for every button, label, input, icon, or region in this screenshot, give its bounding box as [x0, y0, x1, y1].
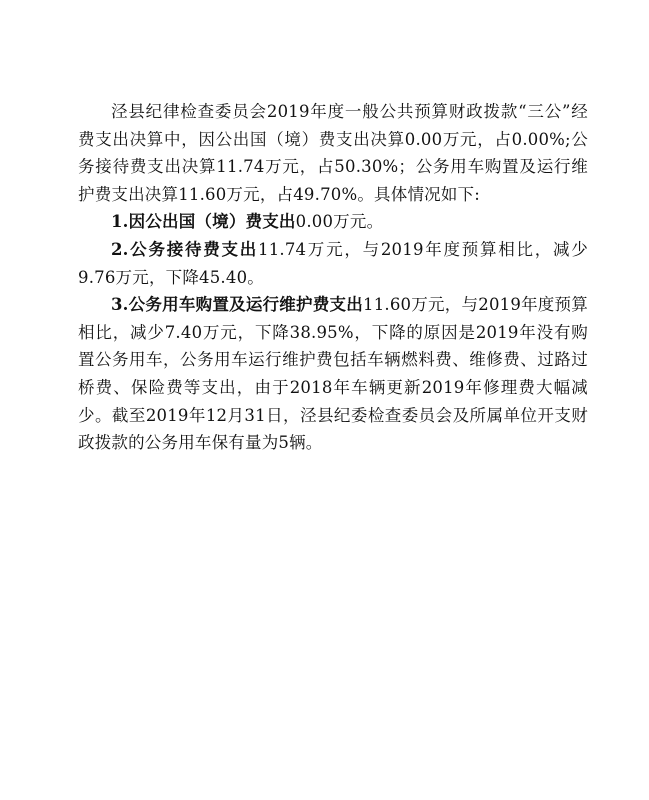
- intro-text: 泾县纪律检查委员会2019年度一般公共预算财政拨款“三公”经费支出决算中，因公出国（境）费支出决算0.00万元，占0.00%;公务接待费支出决算11.74万元，占50.30%；公务用车购置及运行维护费支出决算11.60万元，占49.70%。具体情况如下:: [78, 102, 588, 204]
- item-1-heading: 1.因公出国（境）费支出: [111, 212, 296, 232]
- item-3-paragraph: [78, 291, 588, 457]
- item-1-text: 0.00万元。: [295, 212, 384, 232]
- item-2-heading: 2.公务接待费支出: [111, 239, 259, 259]
- item-2-paragraph: [78, 236, 588, 291]
- intro-paragraph: [78, 98, 588, 208]
- item-1-paragraph: [78, 208, 588, 236]
- item-2-text: 11.74万元，与2019年度预算相比，减少9.76万元，下降45.40。: [78, 239, 588, 287]
- document-body: [78, 98, 588, 457]
- item-3-text: 11.60万元，与2019年度预算相比，减少7.40万元，下降38.95%，下降的原因是2019年没有购置公务用车，公务用车运行维护费包括车辆燃料费、维修费、过路过桥费、保险费等支出，由于2018年车辆更新2019年修理费大幅减少。截至2019年12月31日，泾县纪委检查委员会及所属单位开支财政拨款的公务用车保有量为5辆。: [78, 295, 588, 453]
- item-3-heading: 3.公务用车购置及运行维护费支出: [111, 295, 364, 315]
